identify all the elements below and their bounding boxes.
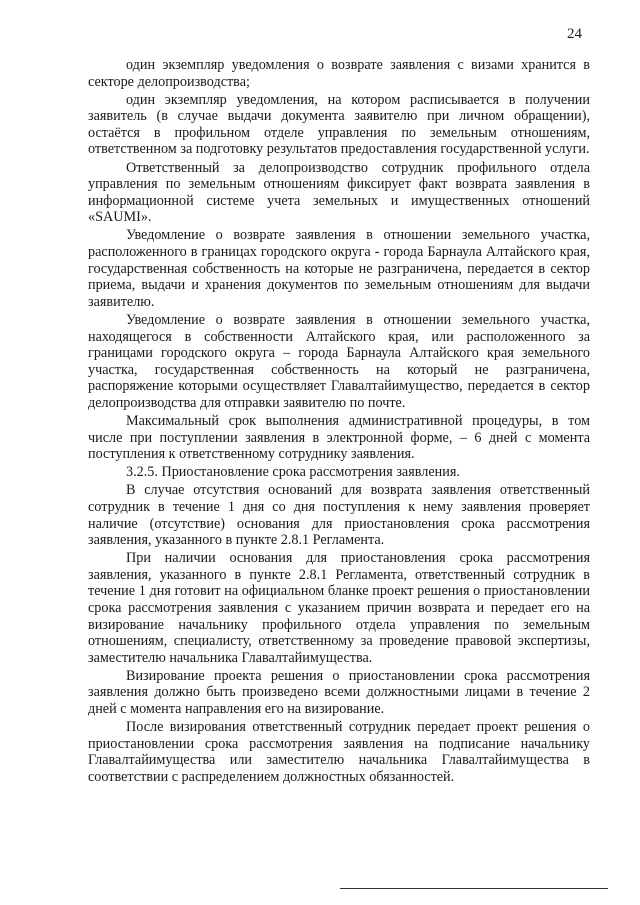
paragraph: один экземпляр уведомления, на котором расписывается в получении заявитель (в случае выдачи документа заявителю при личном обращении), остаётся в профильном отделе управления по земельным отношениям, ответственном за подготовку результатов предоставления государственной услуги. bbox=[88, 91, 590, 158]
paragraph: Визирование проекта решения о приостановлении срока рассмотрения заявления должно быть произведено всеми должностными лицами в течение 2 дней с момента направления его на визирование. bbox=[88, 667, 590, 718]
paragraph: При наличии основания для приостановления срока рассмотрения заявления, указанного в пункте 2.8.1 Регламента, ответственный сотрудник в течение 1 дня готовит на официальном бланке проект решения о приостановлении срока рассмотрения заявления с указанием причин возврата и передает его на визирование начальнику профильного отдела управления по земельным отношениям, специалисту, ответственному за проведение правовой экспертизы, заместителю начальника Главалтайимущества. bbox=[88, 550, 590, 666]
section-heading: 3.2.5. Приостановление срока рассмотрения заявления. bbox=[126, 464, 460, 481]
paragraph: Уведомление о возврате заявления в отношении земельного участка, находящегося в собственности Алтайского края, или расположенного за границами городского округа – города Барнаула Алтайского края земельного участка, государственная собственность на который не разграничена, распоряжение которыми осуществляет Главалтайимущество, передается в сектор делопроизводства для отправки заявителю по почте. bbox=[88, 311, 590, 411]
paragraph: После визирования ответственный сотрудник передает проект решения о приостановлении срока рассмотрения заявления на подписание начальнику Главалтайимущества или заместителю начальника Главалтайимущества в соответствии с распределением должностных обязанностей. bbox=[88, 719, 590, 785]
page-number: 24 bbox=[567, 26, 582, 42]
paragraph: Ответственный за делопроизводство сотрудник профильного отдела управления по земельным отношениям фиксирует факт возврата заявления в информационной системе учета земельных и имущественных отношений «SAUMI». bbox=[88, 159, 590, 226]
paragraph: один экземпляр уведомления о возврате заявления с визами хранится в секторе делопроизводства; bbox=[88, 57, 590, 90]
footer-divider bbox=[340, 888, 608, 889]
document-body bbox=[88, 57, 590, 787]
paragraph: В случае отсутствия оснований для возврата заявления ответственный сотрудник в течение 1 дня со дня поступления к нему заявления проверяет наличие (отсутствие) основания для приостановления срока рассмотрения заявления, указанного в пункте 2.8.1 Регламента. bbox=[88, 482, 590, 549]
paragraph: Максимальный срок выполнения административной процедуры, в том числе при поступлении заявления в электронной форме, – 6 дней с момента поступления к ответственному сотруднику заявления. bbox=[88, 412, 590, 463]
paragraph: Уведомление о возврате заявления в отношении земельного участка, расположенного в границах городского округа - города Барнаула Алтайского края, государственная собственность на которые не разграничена, передается в сектор приема, выдачи и хранения документов по земельным отношениям для выдачи заявителю. bbox=[88, 227, 590, 310]
